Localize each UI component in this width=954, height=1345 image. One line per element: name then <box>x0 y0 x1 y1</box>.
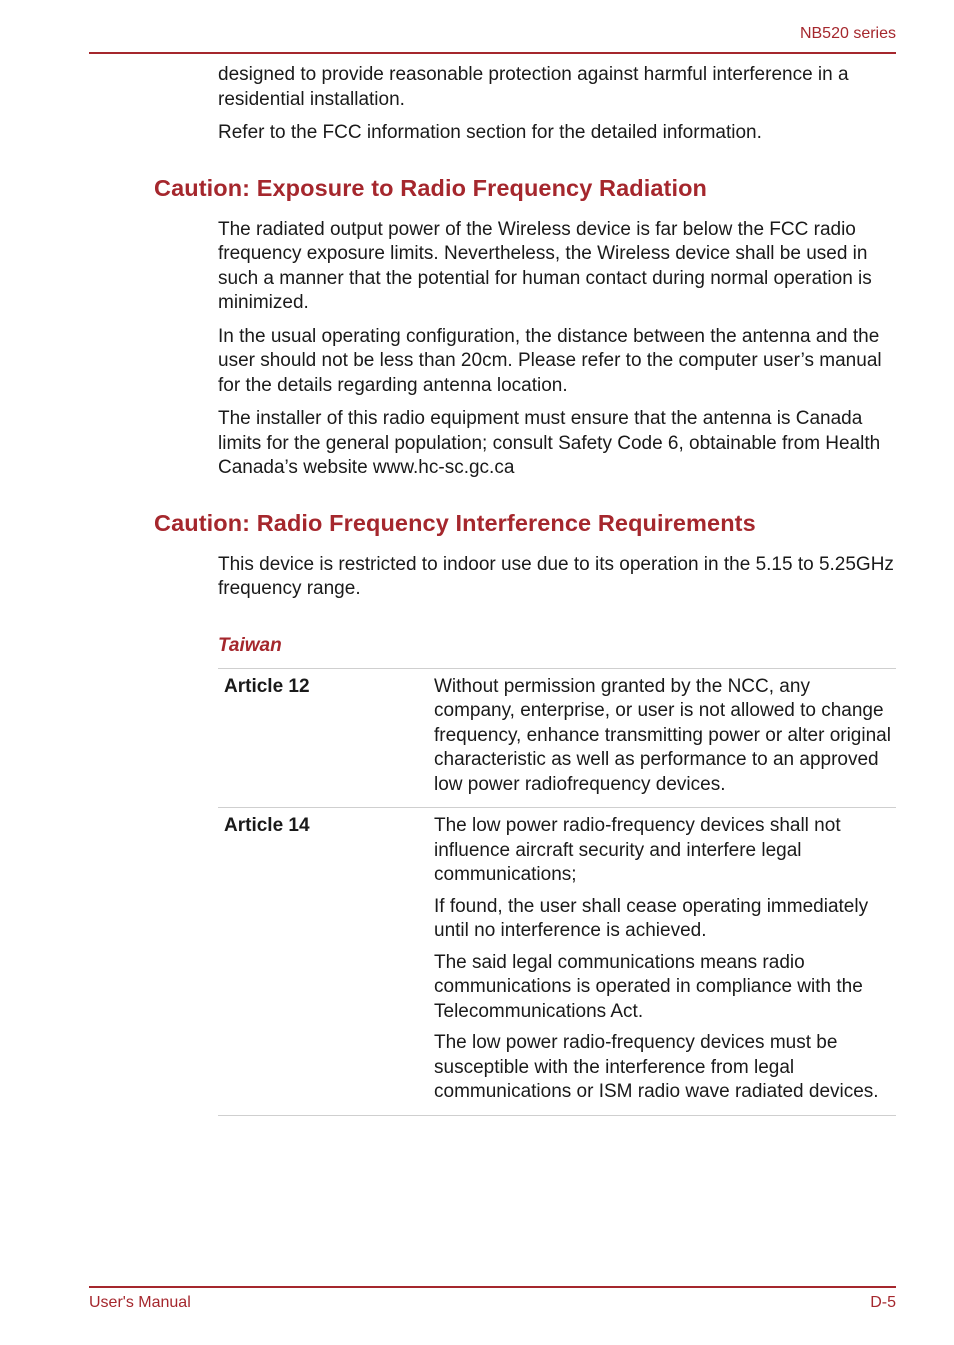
intro-paragraph-1: designed to provide reasonable protection against harmful interference in a residential installation. <box>218 64 849 110</box>
article-paragraph: The said legal communications means radio communications is operated in compliance with the Telecommunications Act. <box>434 951 863 1022</box>
page-content <box>154 63 896 1116</box>
rf-exposure-paragraph-3: The installer of this radio equipment must ensure that the antenna is Canada limits for the general population; consult Safety Code 6, obtainable from Health Canada’s website www.hc-sc.gc.ca <box>218 408 881 478</box>
rf-interference-paragraph-1: This device is restricted to indoor use due to its operation in the 5.15 to 5.25GHz frequency range. <box>218 553 894 599</box>
header-series-label: NB520 series <box>799 25 896 42</box>
header-divider <box>89 52 896 54</box>
footer-manual-label: User's Manual <box>89 1294 191 1311</box>
table-row <box>218 808 896 1116</box>
footer-divider <box>89 1286 896 1288</box>
article-label: Article 14 <box>224 815 310 836</box>
article-text <box>434 675 896 805</box>
rf-exposure-paragraph-1: The radiated output power of the Wireless device is far below the FCC radio frequency exposure limits. Nevertheless, the Wireless device shall be used in such a manner that the potential for human contact during normal operation is minimized. <box>218 218 872 313</box>
taiwan-heading: Taiwan <box>218 634 282 656</box>
article-paragraph: The low power radio-frequency devices must be susceptible with the interference from legal communications or ISM radio wave radiated devices. <box>434 1032 879 1102</box>
intro-paragraph-2: Refer to the FCC information section for the detailed information. <box>218 122 762 143</box>
article-text <box>434 814 896 1112</box>
rf-exposure-paragraph-2: In the usual operating configuration, the distance between the antenna and the user should not be less than 20cm. Please refer to the computer user’s manual for the details regarding antenna location. <box>218 325 882 396</box>
article-paragraph: If found, the user shall cease operating immediately until no interference is achieved. <box>434 895 869 941</box>
taiwan-articles-table <box>218 668 896 1116</box>
section-heading-rf-exposure: Caution: Exposure to Radio Frequency Radiation <box>154 174 707 201</box>
article-paragraph: The low power radio-frequency devices shall not influence aircraft security and interfere legal communications; <box>434 815 841 885</box>
article-paragraph: Without permission granted by the NCC, any company, enterprise, or user is not allowed to change frequency, enhance transmitting power or alter original characteristic as well as performance to an approved low power radiofrequency devices. <box>434 675 891 795</box>
article-label: Article 12 <box>224 675 310 697</box>
table-row <box>218 669 896 809</box>
section-heading-rf-interference: Caution: Radio Frequency Interference Requirements <box>154 509 756 536</box>
page-number: D-5 <box>870 1294 896 1311</box>
